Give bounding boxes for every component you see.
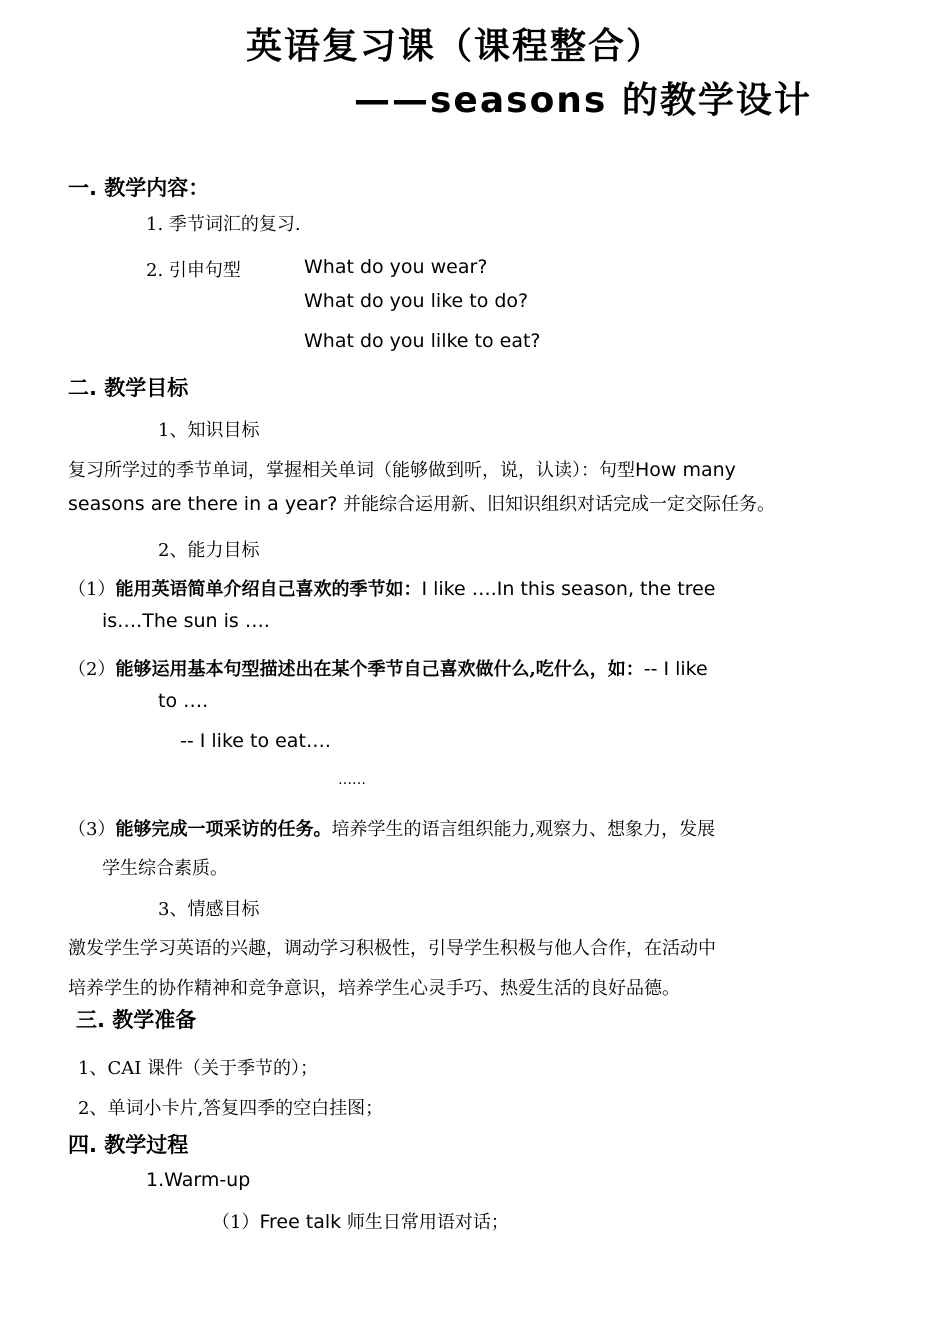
section-3-heading: 三. 教学准备 [76, 1008, 197, 1032]
ability-goal-3 [68, 815, 715, 841]
ability-goal-1-cn: 能用英语简单介绍自己喜欢的季节如： [115, 579, 422, 600]
ability-goal-1-num: （1） [68, 579, 116, 600]
title-suffix: 的教学设计 [607, 80, 812, 121]
ability-goal-3-rest: 培养学生的语言组织能力,观察力、想象力，发展 [331, 819, 716, 840]
knowledge-goal-heading: 1、知识目标 [158, 420, 260, 441]
sentence-pattern-1: What do you wear? [304, 256, 488, 278]
ability-goal-2 [68, 655, 708, 681]
emotion-goal-heading: 3、情感目标 [158, 899, 260, 920]
ability-goal-3-rest-2: 学生综合素质。 [102, 858, 228, 879]
ability-goal-1-en-2: is….The sun is …. [102, 610, 270, 632]
ability-goal-2-en: -- I like [643, 658, 708, 680]
section-1-heading: 一. 教学内容： [68, 176, 210, 200]
process-step-1-sub-num: （1） [212, 1212, 260, 1233]
knowledge-goal-line-2 [68, 490, 775, 516]
process-step-1: 1.Warm-up [146, 1169, 251, 1191]
emotion-goal-line-1: 激发学生学习英语的兴趣，调动学习积极性，引导学生积极与他人合作，在活动中 [68, 938, 716, 959]
process-step-1-sub-en: Free talk [259, 1211, 342, 1233]
ability-goal-2-cn: 能够运用基本句型描述出在某个季节自己喜欢做什么,吃什么，如： [115, 659, 644, 680]
title-dash: —— [354, 80, 430, 121]
ability-goal-2-ellipsis: …… [338, 772, 366, 788]
knowledge-goal-cn-2: 并能综合运用新、旧知识组织对话完成一定交际任务。 [337, 494, 776, 515]
knowledge-goal-en: How many [635, 459, 736, 481]
ability-goal-3-bold: 能够完成一项采访的任务。 [115, 819, 332, 840]
preparation-item-2: 2、单词小卡片,答复四季的空白挂图； [78, 1098, 384, 1119]
ability-goal-3-num: （3） [68, 819, 116, 840]
section-4-heading: 四. 教学过程 [68, 1133, 189, 1157]
knowledge-goal-cn: 复习所学过的季节单词，掌握相关单词（能够做到听，说，认读）：句型 [68, 460, 635, 481]
knowledge-goal-line-1 [68, 456, 736, 482]
ability-goal-1 [68, 575, 715, 601]
title-seasons: seasons [430, 80, 608, 121]
process-step-1-sub [212, 1208, 509, 1234]
ability-goal-2-en-3: -- I like to eat…. [180, 730, 331, 752]
section-1-item-2-label: 2. 引申句型 [146, 260, 241, 281]
section-2-heading: 二. 教学目标 [68, 376, 189, 400]
ability-goal-heading: 2、能力目标 [158, 540, 260, 561]
preparation-item-1: 1、CAI 课件（关于季节的）； [78, 1058, 319, 1079]
ability-goal-1-en: I like ….In this season, the tree [421, 578, 716, 600]
sentence-pattern-2: What do you like to do? [304, 290, 529, 312]
emotion-goal-line-2: 培养学生的协作精神和竞争意识，培养学生心灵手巧、热爱生活的良好品德。 [68, 978, 680, 999]
knowledge-goal-en-2: seasons are there in a year? [68, 493, 338, 515]
ability-goal-2-num: （2） [68, 659, 116, 680]
title-line-2 [354, 72, 812, 123]
sentence-pattern-3: What do you lilke to eat? [304, 330, 541, 352]
process-step-1-sub-cn: 师生日常用语对话； [341, 1212, 509, 1233]
ability-goal-2-en-2: to …. [158, 690, 209, 712]
title-line-1: 英语复习课（课程整合） [246, 26, 665, 67]
section-1-item-1: 1. 季节词汇的复习. [146, 214, 301, 235]
